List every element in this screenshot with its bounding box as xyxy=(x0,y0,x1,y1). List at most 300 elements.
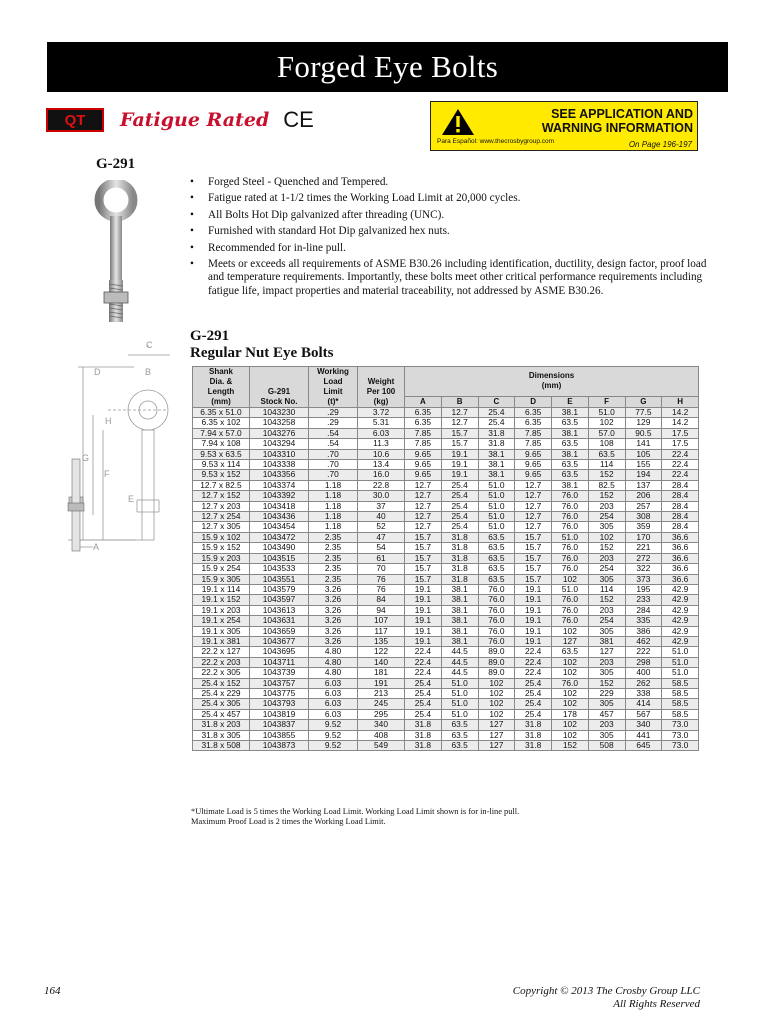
table-cell: 1043418 xyxy=(250,501,309,511)
table-cell: 178 xyxy=(552,709,589,719)
table-cell: 102 xyxy=(552,730,589,740)
table-cell: 203 xyxy=(588,720,625,730)
table-cell: 262 xyxy=(625,678,662,688)
table-cell: 335 xyxy=(625,616,662,626)
table-cell: 1043490 xyxy=(250,543,309,553)
table-cell: 76.0 xyxy=(552,616,589,626)
table-row xyxy=(193,616,699,626)
table-cell: 19.1 xyxy=(515,584,552,594)
table-row xyxy=(193,449,699,459)
table-cell: 19.1 xyxy=(405,626,442,636)
table-cell: 38.1 xyxy=(478,470,515,480)
table-cell: 1043873 xyxy=(250,741,309,751)
table-cell: 25.4 xyxy=(441,512,478,522)
warning-title xyxy=(511,107,693,135)
table-cell: 28.4 xyxy=(662,491,699,501)
table-cell: 51.0 xyxy=(662,647,699,657)
table-cell: 44.5 xyxy=(441,668,478,678)
table-cell: 31.8 x 508 xyxy=(193,741,250,751)
table-cell: 1043659 xyxy=(250,626,309,636)
table-cell: 22.2 x 127 xyxy=(193,647,250,657)
table-cell: 15.7 xyxy=(515,553,552,563)
table-cell: .54 xyxy=(309,439,358,449)
table-cell: 58.5 xyxy=(662,678,699,688)
table-cell: 170 xyxy=(625,532,662,542)
table-cell: .29 xyxy=(309,408,358,418)
table-cell: 38.1 xyxy=(478,460,515,470)
table-cell: 90.5 xyxy=(625,428,662,438)
table-cell: 414 xyxy=(625,699,662,709)
table-cell: 102 xyxy=(588,532,625,542)
table-cell: 22.4 xyxy=(405,657,442,667)
table-cell: 40 xyxy=(358,512,405,522)
table-cell: 9.65 xyxy=(515,460,552,470)
table-row xyxy=(193,709,699,719)
table-cell: 61 xyxy=(358,553,405,563)
table-body xyxy=(193,408,699,751)
table-cell: 1043515 xyxy=(250,553,309,563)
table-cell: 19.1 xyxy=(515,605,552,615)
table-cell: 9.52 xyxy=(309,720,358,730)
section-heading xyxy=(190,328,333,362)
table-cell: 15.7 xyxy=(405,532,442,542)
table-cell: 7.94 x 57.0 xyxy=(193,428,250,438)
table-row xyxy=(193,720,699,730)
table-cell: 84 xyxy=(358,595,405,605)
table-cell: 19.1 x 305 xyxy=(193,626,250,636)
warning-triangle-icon xyxy=(441,108,475,136)
table-cell: 9.52 xyxy=(309,741,358,751)
feature-item: • Recommended for in-line pull. xyxy=(190,241,346,254)
table-cell: 31.8 xyxy=(515,741,552,751)
warning-title-line2: WARNING INFORMATION xyxy=(541,121,693,135)
table-cell: 12.7 xyxy=(441,408,478,418)
table-cell: 462 xyxy=(625,636,662,646)
header-dim-f: F xyxy=(588,396,625,407)
table-cell: 76.0 xyxy=(552,543,589,553)
table-cell: 42.9 xyxy=(662,626,699,636)
footnote-ultimate-load: *Ultimate Load is 5 times the Working Load Limit. Working Load Limit shown is for in-line pull. xyxy=(191,807,520,816)
table-footnotes xyxy=(191,807,519,827)
qt-logo: QT xyxy=(46,108,104,132)
table-cell: 1043855 xyxy=(250,730,309,740)
table-cell: 1043631 xyxy=(250,616,309,626)
table-cell: 28.4 xyxy=(662,512,699,522)
table-cell: 12.7 x 203 xyxy=(193,501,250,511)
diagram-label-f: F xyxy=(104,469,110,479)
table-cell: 102 xyxy=(478,709,515,719)
footnote-proof-load: Maximum Proof Load is 2 times the Working Load Limit. xyxy=(191,817,386,826)
table-row xyxy=(193,647,699,657)
table-cell: 105 xyxy=(625,449,662,459)
table-cell: 3.26 xyxy=(309,616,358,626)
table-cell: 63.5 xyxy=(588,449,625,459)
table-cell: 15.9 x 152 xyxy=(193,543,250,553)
table-cell: 15.7 xyxy=(515,532,552,542)
table-cell: 308 xyxy=(625,512,662,522)
table-cell: 19.1 xyxy=(515,595,552,605)
table-cell: 15.9 x 203 xyxy=(193,553,250,563)
table-cell: 1043793 xyxy=(250,699,309,709)
table-cell: 19.1 xyxy=(405,636,442,646)
table-cell: 63.5 xyxy=(478,564,515,574)
table-cell: 1043775 xyxy=(250,688,309,698)
table-cell: 12.7 xyxy=(405,491,442,501)
table-cell: 229 xyxy=(588,688,625,698)
table-cell: 298 xyxy=(625,657,662,667)
diagram-label-c: C xyxy=(146,340,153,350)
table-cell: 12.7 xyxy=(441,418,478,428)
table-cell: 108 xyxy=(588,439,625,449)
table-cell: 457 xyxy=(588,709,625,719)
table-cell: 3.72 xyxy=(358,408,405,418)
logo-strip xyxy=(46,104,314,136)
table-cell: 15.7 xyxy=(441,439,478,449)
table-row xyxy=(193,564,699,574)
table-cell: 400 xyxy=(625,668,662,678)
table-cell: 76.0 xyxy=(478,595,515,605)
table-cell: 1043258 xyxy=(250,418,309,428)
table-row xyxy=(193,668,699,678)
table-cell: 1.18 xyxy=(309,501,358,511)
table-cell: 63.5 xyxy=(441,741,478,751)
table-cell: 31.8 x 305 xyxy=(193,730,250,740)
table-cell: 63.5 xyxy=(552,460,589,470)
eye-bolt-dimension-diagram xyxy=(48,335,188,560)
table-cell: 15.7 xyxy=(405,564,442,574)
table-cell: 12.7 xyxy=(515,512,552,522)
table-cell: 51.0 xyxy=(441,699,478,709)
table-cell: 17.5 xyxy=(662,428,699,438)
table-cell: 16.0 xyxy=(358,470,405,480)
table-cell: 6.03 xyxy=(358,428,405,438)
table-cell: 322 xyxy=(625,564,662,574)
table-cell: 76.0 xyxy=(552,564,589,574)
table-cell: 28.4 xyxy=(662,522,699,532)
table-cell: 38.1 xyxy=(441,605,478,615)
fatigue-rated-logo: Fatigue Rated xyxy=(120,109,270,131)
table-cell: 63.5 xyxy=(552,647,589,657)
table-cell: 6.35 xyxy=(405,408,442,418)
table-cell: 127 xyxy=(588,647,625,657)
table-cell: 102 xyxy=(552,668,589,678)
table-cell: 76.0 xyxy=(478,605,515,615)
table-cell: 221 xyxy=(625,543,662,553)
diagram-label-h: H xyxy=(105,416,112,426)
table-cell: 7.85 xyxy=(515,439,552,449)
table-cell: 15.7 xyxy=(405,543,442,553)
table-cell: 1043392 xyxy=(250,491,309,501)
table-cell: 213 xyxy=(358,688,405,698)
table-cell: 22.4 xyxy=(515,668,552,678)
table-cell: 9.52 xyxy=(309,730,358,740)
table-cell: 76.0 xyxy=(552,678,589,688)
table-cell: 25.4 x 152 xyxy=(193,678,250,688)
table-cell: 206 xyxy=(625,491,662,501)
header-weight: Weight Per 100 (kg) xyxy=(358,367,405,408)
table-cell: 70 xyxy=(358,564,405,574)
table-cell: 15.7 xyxy=(405,553,442,563)
table-cell: 19.1 xyxy=(405,595,442,605)
table-cell: 51.0 xyxy=(478,480,515,490)
table-cell: 63.5 xyxy=(478,532,515,542)
table-cell: 25.4 xyxy=(405,678,442,688)
table-cell: 38.1 xyxy=(552,408,589,418)
table-cell: 12.7 x 305 xyxy=(193,522,250,532)
table-cell: 73.0 xyxy=(662,741,699,751)
table-cell: 3.26 xyxy=(309,584,358,594)
table-cell: 38.1 xyxy=(441,616,478,626)
table-cell: 31.8 xyxy=(478,439,515,449)
table-cell: 82.5 xyxy=(588,480,625,490)
table-cell: 338 xyxy=(625,688,662,698)
table-cell: 359 xyxy=(625,522,662,532)
table-cell: 63.5 xyxy=(478,553,515,563)
table-cell: 57.0 xyxy=(588,428,625,438)
table-row xyxy=(193,730,699,740)
table-cell: 2.35 xyxy=(309,564,358,574)
table-cell: 89.0 xyxy=(478,668,515,678)
header-dim-a: A xyxy=(405,396,442,407)
table-cell: 38.1 xyxy=(441,595,478,605)
copyright-line2: All Rights Reserved xyxy=(613,998,700,1010)
table-cell: 114 xyxy=(588,460,625,470)
table-cell: 1043677 xyxy=(250,636,309,646)
table-cell: 63.5 xyxy=(552,418,589,428)
page-number: 164 xyxy=(44,985,61,997)
table-cell: 102 xyxy=(552,699,589,709)
table-cell: 22.2 x 203 xyxy=(193,657,250,667)
table-cell: 7.85 xyxy=(405,428,442,438)
table-cell: 76.0 xyxy=(552,512,589,522)
table-row xyxy=(193,605,699,615)
table-cell: 19.1 xyxy=(515,616,552,626)
table-cell: 254 xyxy=(588,512,625,522)
table-cell: 25.4 xyxy=(515,678,552,688)
table-row xyxy=(193,574,699,584)
table-cell: 38.1 xyxy=(441,636,478,646)
table-cell: 51.0 xyxy=(588,408,625,418)
table-cell: 1043294 xyxy=(250,439,309,449)
ce-mark-logo: CE xyxy=(283,107,314,132)
table-cell: 305 xyxy=(588,574,625,584)
table-cell: 31.8 xyxy=(478,428,515,438)
table-cell: 25.4 xyxy=(515,688,552,698)
table-cell: 36.6 xyxy=(662,564,699,574)
regular-nut-eye-bolt-table xyxy=(192,366,699,751)
table-cell: 4.80 xyxy=(309,647,358,657)
table-cell: 22.8 xyxy=(358,480,405,490)
table-cell: 3.26 xyxy=(309,595,358,605)
table-cell: 305 xyxy=(588,626,625,636)
table-cell: 77.5 xyxy=(625,408,662,418)
feature-item: • Forged Steel - Quenched and Tempered. xyxy=(190,176,389,188)
table-cell: .70 xyxy=(309,460,358,470)
table-cell: 51.0 xyxy=(441,678,478,688)
table-cell: 191 xyxy=(358,678,405,688)
table-cell: 10.6 xyxy=(358,449,405,459)
table-cell: 42.9 xyxy=(662,616,699,626)
table-cell: 22.4 xyxy=(515,647,552,657)
table-cell: 22.4 xyxy=(662,470,699,480)
table-cell: 15.7 xyxy=(405,574,442,584)
table-cell: 203 xyxy=(588,501,625,511)
table-cell: 137 xyxy=(625,480,662,490)
table-cell: 6.35 xyxy=(515,418,552,428)
table-cell: 6.35 xyxy=(405,418,442,428)
table-cell: 25.4 xyxy=(405,699,442,709)
table-cell: 386 xyxy=(625,626,662,636)
table-cell: 36.6 xyxy=(662,532,699,542)
table-cell: 1.18 xyxy=(309,491,358,501)
table-cell: 4.80 xyxy=(309,657,358,667)
table-cell: 15.9 x 305 xyxy=(193,574,250,584)
table-cell: 1043551 xyxy=(250,574,309,584)
warning-spanish-link[interactable]: Para Español: www.thecrosbygroup.com xyxy=(437,138,555,145)
table-row xyxy=(193,636,699,646)
table-cell: 76.0 xyxy=(552,501,589,511)
table-cell: 122 xyxy=(358,647,405,657)
table-cell: 12.7 x 254 xyxy=(193,512,250,522)
table-cell: 645 xyxy=(625,741,662,751)
table-cell: 15.9 x 102 xyxy=(193,532,250,542)
table-cell: 127 xyxy=(478,741,515,751)
table-row xyxy=(193,657,699,667)
table-cell: 12.7 xyxy=(515,491,552,501)
table-cell: 305 xyxy=(588,730,625,740)
table-cell: 15.7 xyxy=(441,428,478,438)
table-row xyxy=(193,626,699,636)
table-cell: 38.1 xyxy=(552,428,589,438)
table-cell: 58.5 xyxy=(662,699,699,709)
table-row xyxy=(193,522,699,532)
diagram-label-d: D xyxy=(94,367,101,377)
table-cell: 25.4 xyxy=(441,522,478,532)
table-cell: 549 xyxy=(358,741,405,751)
table-cell: 408 xyxy=(358,730,405,740)
table-row xyxy=(193,532,699,542)
table-cell: 31.8 xyxy=(515,720,552,730)
table-cell: 12.7 xyxy=(405,512,442,522)
header-stock-no: G-291 Stock No. xyxy=(250,367,309,408)
table-cell: 254 xyxy=(588,616,625,626)
table-cell: 203 xyxy=(588,605,625,615)
table-cell: 155 xyxy=(625,460,662,470)
table-cell: 31.8 xyxy=(441,532,478,542)
feature-item: • Furnished with standard Hot Dip galvanized hex nuts. xyxy=(190,225,450,238)
table-cell: 254 xyxy=(588,564,625,574)
table-cell: 1043338 xyxy=(250,460,309,470)
table-cell: 63.5 xyxy=(552,470,589,480)
table-cell: 76.0 xyxy=(478,584,515,594)
table-cell: 3.26 xyxy=(309,636,358,646)
table-cell: 42.9 xyxy=(662,595,699,605)
table-cell: 102 xyxy=(552,688,589,698)
table-cell: 25.4 x 229 xyxy=(193,688,250,698)
table-cell: 76.0 xyxy=(552,595,589,605)
copyright xyxy=(513,985,700,1011)
table-cell: 203 xyxy=(588,657,625,667)
table-cell: 152 xyxy=(588,543,625,553)
table-cell: .70 xyxy=(309,449,358,459)
eye-bolt-photo xyxy=(92,180,140,325)
table-row xyxy=(193,543,699,553)
header-dimensions: Dimensions (mm) xyxy=(405,367,699,397)
table-cell: 25.4 xyxy=(478,418,515,428)
table-cell: 5.31 xyxy=(358,418,405,428)
header-dim-e: E xyxy=(552,396,589,407)
table-cell: 37 xyxy=(358,501,405,511)
table-cell: 31.8 x 203 xyxy=(193,720,250,730)
table-cell: 22.4 xyxy=(515,657,552,667)
table-cell: 42.9 xyxy=(662,584,699,594)
table-cell: 73.0 xyxy=(662,720,699,730)
table-cell: 12.7 xyxy=(515,480,552,490)
table-cell: 9.53 x 152 xyxy=(193,470,250,480)
table-row xyxy=(193,501,699,511)
table-cell: 38.1 xyxy=(552,480,589,490)
table-cell: 42.9 xyxy=(662,636,699,646)
table-cell: 127 xyxy=(552,636,589,646)
table-cell: 102 xyxy=(552,626,589,636)
table-cell: 19.1 x 152 xyxy=(193,595,250,605)
table-cell: 42.9 xyxy=(662,605,699,615)
table-cell: 1043613 xyxy=(250,605,309,615)
section-model: G-291 xyxy=(190,328,230,344)
table-cell: 7.85 xyxy=(405,439,442,449)
table-cell: 28.4 xyxy=(662,480,699,490)
model-label: G-291 xyxy=(96,156,136,172)
table-row xyxy=(193,584,699,594)
table-cell: 19.1 xyxy=(405,584,442,594)
table-cell: 22.4 xyxy=(662,460,699,470)
table-cell: 127 xyxy=(478,720,515,730)
table-cell: 58.5 xyxy=(662,688,699,698)
table-cell: 1043276 xyxy=(250,428,309,438)
table-cell: 25.4 xyxy=(441,501,478,511)
table-cell: 6.35 xyxy=(515,408,552,418)
diagram-label-b: B xyxy=(145,367,152,377)
table-cell: 19.1 x 381 xyxy=(193,636,250,646)
table-cell: 51.0 xyxy=(478,501,515,511)
table-cell: 6.35 x 102 xyxy=(193,418,250,428)
feature-item: • All Bolts Hot Dip galvanized after threading (UNC). xyxy=(190,208,445,221)
table-cell: .54 xyxy=(309,428,358,438)
table-row xyxy=(193,470,699,480)
table-cell: .70 xyxy=(309,470,358,480)
warning-banner[interactable] xyxy=(430,101,698,151)
table-cell: 30.0 xyxy=(358,491,405,501)
table-cell: 54 xyxy=(358,543,405,553)
table-cell: 11.3 xyxy=(358,439,405,449)
table-cell: 305 xyxy=(588,668,625,678)
table-cell: 19.1 xyxy=(515,636,552,646)
table-cell: 19.1 x 114 xyxy=(193,584,250,594)
header-dim-h: H xyxy=(662,396,699,407)
table-cell: 36.6 xyxy=(662,574,699,584)
table-cell: 373 xyxy=(625,574,662,584)
table-cell: 6.03 xyxy=(309,709,358,719)
table-cell: 12.7 xyxy=(405,480,442,490)
table-cell: 15.7 xyxy=(515,574,552,584)
table-cell: 31.8 xyxy=(405,730,442,740)
table-cell: 19.1 x 203 xyxy=(193,605,250,615)
table-cell: 181 xyxy=(358,668,405,678)
table-cell: 6.03 xyxy=(309,699,358,709)
table-cell: 38.1 xyxy=(478,449,515,459)
table-cell: 76.0 xyxy=(478,636,515,646)
table-cell: 1043310 xyxy=(250,449,309,459)
